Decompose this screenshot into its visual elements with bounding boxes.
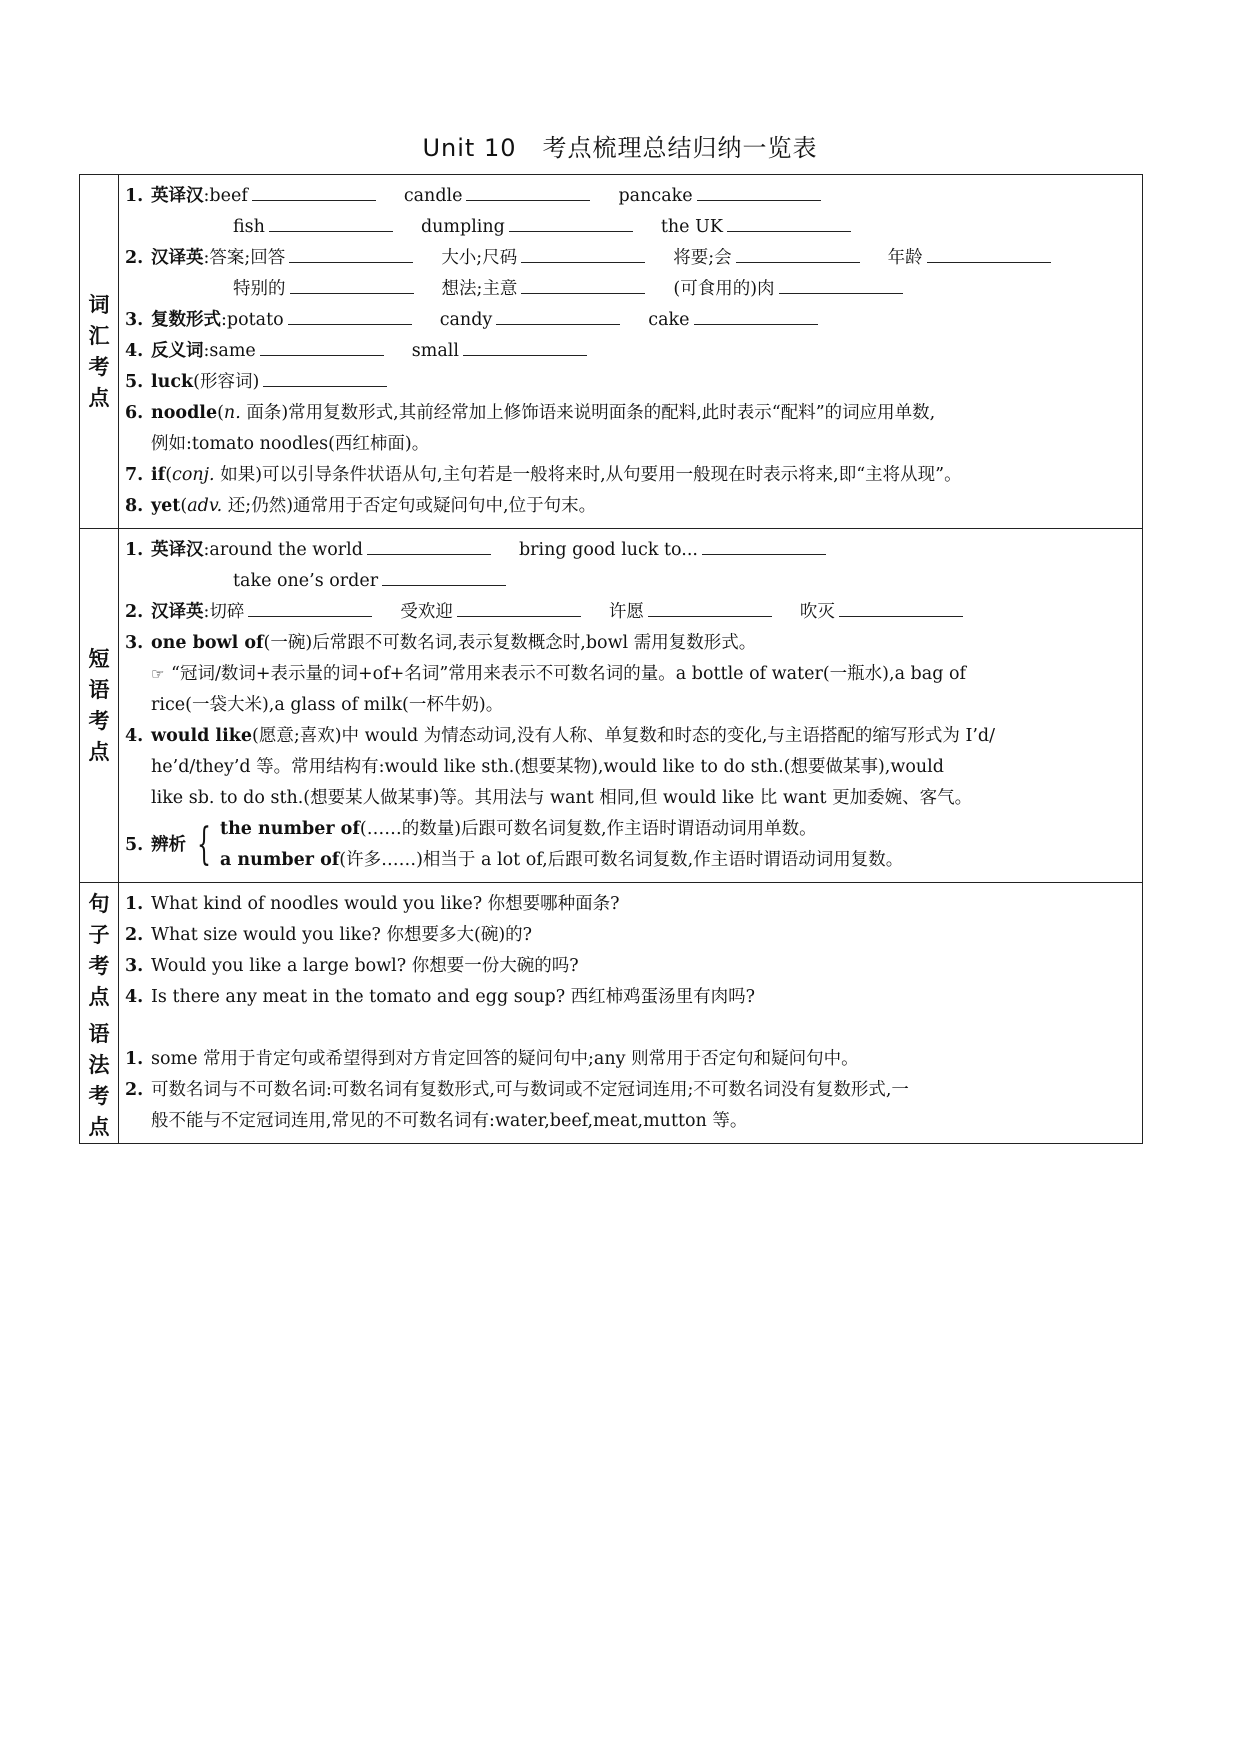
vocab-item-4: 4. 反义词:same small <box>125 336 1134 367</box>
phrase-item-1: 1. 英译汉:around the world bring good luck to... <box>125 535 1134 566</box>
vocab-item-2: 2. 汉译英:答案;回答 大小;尺码 将要;会 年龄 <box>125 243 1134 274</box>
grammar-item-2: 2. 可数名词与不可数名词:可数名词有复数形式,可与数词或不定冠词连用;不可数名词没有复数形式,一 <box>125 1080 909 1100</box>
answer-blank[interactable] <box>260 339 384 356</box>
answer-blank[interactable] <box>736 246 860 263</box>
answer-blank[interactable] <box>382 569 506 586</box>
pointing-hand-icon: ☞ <box>151 665 165 683</box>
phrase-item-4: 4. would like(愿意;喜欢)中 would 为情态动词,没有人称、单复数和时态的变化,与主语搭配的缩写形式为 I’d/ <box>125 726 996 746</box>
answer-blank[interactable] <box>466 184 590 201</box>
unit-label: Unit 10 <box>422 134 517 162</box>
sentence-item-1: 1. What kind of noodles would you like? 你想要哪种面条? <box>125 894 620 914</box>
phrase-item-3-tip: ☞ “冠词/数词+表示量的词+of+名词”常用来表示不可数名词的量。a bottle of water(一瓶水),a bag of <box>125 659 1134 690</box>
answer-blank[interactable] <box>521 246 645 263</box>
answer-blank[interactable] <box>521 277 645 294</box>
phrase-item-3: 3. one bowl of(一碗)后常跟不可数名词,表示复数概念时,bowl 需用复数形式。 <box>125 633 757 653</box>
vocab-item-2-cont: 特别的 想法;主意 (可食用的)肉 <box>125 274 1134 305</box>
page-title <box>0 128 1240 163</box>
answer-blank[interactable] <box>727 215 851 232</box>
vocab-item-6-cont: 例如:tomato noodles(西红柿面)。 <box>151 434 430 454</box>
phrase-item-2: 2. 汉译英:切碎 受欢迎 许愿 吹灭 <box>125 597 1134 628</box>
phrase-item-3-tip-cont: rice(一袋大米),a glass of milk(一杯牛奶)。 <box>151 695 504 715</box>
answer-blank[interactable] <box>263 370 387 387</box>
title-text: 考点梳理总结归纳一览表 <box>542 134 818 162</box>
answer-blank[interactable] <box>694 308 818 325</box>
sentence-item-3: 3. Would you like a large bowl? 你想要一份大碗的吗? <box>125 956 579 976</box>
answer-blank[interactable] <box>290 277 414 294</box>
vocab-item-5: 5. luck(形容词) <box>125 367 1134 398</box>
vocab-item-3: 3. 复数形式:potato candy cake <box>125 305 1134 336</box>
vocab-item-6: 6. noodle(n. 面条)常用复数形式,其前经常加上修饰语来说明面条的配料,此时表示“配料”的词应用单数, <box>125 403 936 423</box>
phrase-section <box>80 528 1142 882</box>
grammar-item-1: 1. some 常用于肯定句或希望得到对方肯定回答的疑问句中;any 则常用于否定句和疑问句中。 <box>125 1049 859 1069</box>
answer-blank[interactable] <box>289 246 413 263</box>
sentence-item-4: 4. Is there any meat in the tomato and egg soup? 西红柿鸡蛋汤里有肉吗? <box>125 987 756 1007</box>
answer-blank[interactable] <box>779 277 903 294</box>
sentence-grammar-label: 句 子 考 点 语 法 考 点 <box>80 883 119 1143</box>
vocab-item-1-cont: fish dumpling the UK <box>125 212 1134 243</box>
phrase-item-4-cont: he’d/they’d 等。常用结构有:would like sth.(想要某物),would like to do sth.(想要做某事),would <box>151 757 944 777</box>
vocab-section <box>80 175 1142 528</box>
answer-blank[interactable] <box>697 184 821 201</box>
vocab-item-7: 7. if(conj. 如果)可以引导条件状语从句,主句若是一般将来时,从句要用一般现在时表示将来,即“主将从现”。 <box>125 465 962 485</box>
answer-blank[interactable] <box>463 339 587 356</box>
phrase-item-1-cont: take one’s order <box>125 566 1134 597</box>
answer-blank[interactable] <box>269 215 393 232</box>
sentence-grammar-content <box>119 883 1142 1143</box>
sentence-grammar-section <box>80 882 1142 1143</box>
answer-blank[interactable] <box>252 184 376 201</box>
answer-blank[interactable] <box>457 600 581 617</box>
vocab-item-1: 1. 英译汉:beef candle pancake <box>125 181 1134 212</box>
vocab-content <box>119 175 1142 528</box>
grammar-item-2-cont: 般不能与不定冠词连用,常见的不可数名词有:water,beef,meat,mutton 等。 <box>151 1111 748 1131</box>
sentence-item-2: 2. What size would you like? 你想要多大(碗)的? <box>125 925 533 945</box>
answer-blank[interactable] <box>839 600 963 617</box>
answer-blank[interactable] <box>927 246 1051 263</box>
summary-table <box>79 174 1143 1144</box>
phrase-content <box>119 529 1142 882</box>
vocab-label: 词 汇 考 点 <box>80 175 119 528</box>
answer-blank[interactable] <box>367 538 491 555</box>
answer-blank[interactable] <box>509 215 633 232</box>
brace-icon: { <box>197 819 211 870</box>
answer-blank[interactable] <box>288 308 412 325</box>
phrase-item-5: 5. 辨析 { the number of(……的数量)后跟可数名词复数,作主语时谓语动词用单数。 a number of(许多……)相当于 a lot of,后跟可数名词复数,作主语时谓语动词用复数。 <box>125 814 1134 876</box>
answer-blank[interactable] <box>648 600 772 617</box>
vocab-item-8: 8. yet(adv. 还;仍然)通常用于否定句或疑问句中,位于句末。 <box>125 496 597 516</box>
answer-blank[interactable] <box>248 600 372 617</box>
phrase-label: 短 语 考 点 <box>80 529 119 882</box>
answer-blank[interactable] <box>702 538 826 555</box>
phrase-item-4-cont2: like sb. to do sth.(想要某人做某事)等。其用法与 want 相同,但 would like 比 want 更加委婉、客气。 <box>151 788 973 808</box>
answer-blank[interactable] <box>496 308 620 325</box>
